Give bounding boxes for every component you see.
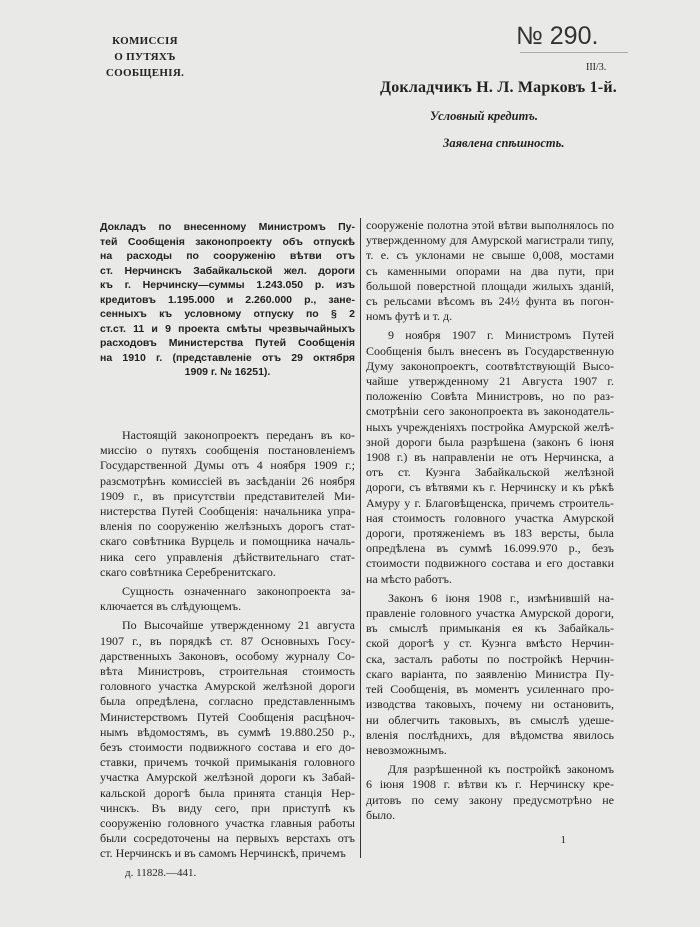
text-line: ставки, причемъ точкой примыканія головного	[100, 755, 355, 770]
urgency-note: Заявлена спѣшность.	[443, 136, 565, 150]
text-line: ст. Нерчинскъ и въ самомъ Нерчинскѣ, причемъ	[100, 846, 346, 861]
text-line: нымъ вѣдомостямъ, въ суммѣ 19.880.250 р.,	[100, 724, 355, 739]
paragraph	[100, 584, 355, 614]
text-line: По Высочайше утвержденному 21 августа	[122, 618, 355, 633]
text-line: Сущность означеннаго законопроекта за-	[122, 584, 355, 599]
text-line: опредѣлена въ суммѣ 16.099.970 р., безъ	[366, 541, 614, 556]
text-line: сооруженіе полотна этой вѣтви выполнялось по	[366, 218, 614, 232]
text-line: изводства таковыхъ, почему ни остановить,	[366, 697, 614, 712]
text-line: тей Сообщенія, въ моментъ усиленнаго про-	[366, 682, 614, 697]
text-line: головного участка Амурской желѣзной дороги	[100, 679, 355, 694]
text-line: невозможнымъ.	[366, 742, 447, 757]
text-line: вленія по сооруженію желѣзныхъ дорогъ стат-	[100, 519, 355, 534]
paragraph	[366, 762, 614, 823]
text-line: Для разрѣшенной къ постройкѣ закономъ	[388, 762, 614, 777]
text-line: положенію Совѣта Министровъ, но по раз-	[366, 389, 614, 404]
text-line: вленія послѣднихъ, для вѣдомства явилось	[366, 727, 614, 742]
text-line: Амуру у г. Благовѣщенска, причемъ строитель-	[366, 495, 614, 510]
text-line: было.	[366, 807, 396, 822]
text-line: въ смыслѣ примыканія ея къ Забайкаль-	[366, 621, 614, 636]
commission-line: СООБЩЕНІЯ.	[105, 67, 185, 79]
text-line: Думу законопроектъ, соотвѣтствующій Высо-	[366, 358, 614, 373]
text-line: 9 ноября 1907 г. Министромъ Путей	[388, 328, 614, 343]
text-line: дороги, съ вѣтвями къ г. Нерчинску и къ рѣкѣ	[366, 480, 614, 495]
paragraph	[100, 428, 355, 580]
text-line: ключается въ слѣдующемъ.	[100, 599, 242, 614]
commission-name	[95, 33, 195, 81]
heading-line: на расходы по сооруженію вѣтви отъ	[100, 250, 355, 262]
credit-type: Условный кредитъ.	[430, 109, 539, 123]
text-line: Настоящій законопроектъ переданъ въ ко-	[122, 428, 355, 442]
text-line: разсмотрѣнъ комиссіей въ засѣданіи 26 ноября	[100, 473, 355, 488]
text-line: 1909 г., въ присутствіи представителей Ми-	[100, 488, 355, 503]
text-line: правленіе головного участка Амурской дороги,	[366, 606, 614, 621]
text-line: безъ стоимости подвижного состава и его до-	[100, 740, 355, 755]
text-line: дороги, протяженіемъ въ 183 версты, была	[366, 526, 614, 541]
text-line: т. е. съ уклонами не свыше 0,008, мостами	[366, 248, 614, 263]
text-line: съ рельсами вѣсомъ въ 24½ фунта въ погон-	[366, 294, 614, 309]
text-line: ской дорогѣ у ст. Куэнга вмѣсто Нерчин-	[366, 636, 614, 651]
text-line: Государственной Думы отъ 4 ноября 1909 г.;	[100, 458, 355, 473]
text-line: чайше утвержденному 21 Августа 1907 г.	[366, 374, 614, 389]
heading-line: тей Сообщенія законопроекту объ отпускѣ	[100, 235, 355, 248]
page-number: 1	[560, 833, 566, 846]
commission-line: О ПУТЯХЪ	[114, 51, 176, 63]
right-column-body	[366, 218, 614, 847]
text-line: ныхъ учрежденіяхъ постройка Амурской желѣ-	[366, 419, 614, 434]
text-line: большой поверстной площади жилыхъ зданій,	[366, 278, 614, 293]
text-line: смотрѣніи сего законопроекта въ законодатель-	[366, 404, 614, 419]
text-line: съ каменными опорами на два пути, при	[366, 263, 614, 278]
text-line: дитовъ по сему закону предусмотрѣно не	[366, 792, 614, 807]
text-line: скаго совѣтника Вурцель и помощника началь-	[100, 534, 355, 549]
heading-line: къ г. Нерчинску—суммы 1.243.050 р. изъ	[100, 279, 355, 291]
paragraph	[366, 591, 614, 758]
text-line: миссію о путяхъ сообщенія постановленіемъ	[100, 443, 355, 458]
print-code: д. 11828.—441.	[125, 866, 197, 879]
text-line: скаго совѣтника Серебренитскаго.	[100, 564, 276, 579]
text-line: 1908 г.) въ направленіи не отъ Нерчинска, а	[366, 450, 614, 465]
heading-line: сенныхъ къ условному отпуску по § 2	[100, 308, 355, 320]
heading-line: расходовъ Министерства Путей Сообщенія	[100, 337, 355, 349]
text-line: Министерствомъ Путей Сообщенія расцѣноч-	[100, 709, 355, 724]
heading-line: кредитовъ 1.195.000 и 2.260.000 р., зане-	[100, 293, 355, 306]
text-line: утвержденному для Амурской магистрали типу,	[366, 233, 614, 248]
text-line: чинскъ. Въ виду сего, при приступѣ къ	[100, 800, 355, 815]
heading-line: ст. Нерчинскъ Забайкальской жел. дороги	[100, 264, 355, 277]
paragraph	[366, 218, 614, 324]
paragraph	[366, 328, 614, 586]
text-line: дарственныхъ Законовъ, особому журналу Со-	[100, 648, 355, 663]
document-number: № 290.	[516, 22, 599, 50]
text-line: нистерства Путей Сообщенія: начальника упра-	[100, 504, 355, 519]
text-line: стоимости подвижного состава и его доставки	[366, 556, 614, 571]
text-line: участка Амурской желѣзной дороги къ Забай-	[100, 770, 355, 785]
text-line: ска, засталъ работы по постройкѣ Нерчин-	[366, 651, 614, 666]
text-line: 1907 г., въ порядкѣ ст. 87 Основныхъ Госу-	[100, 633, 355, 648]
text-line: на мѣсто работъ.	[366, 571, 452, 586]
heading-line: 1909 г. № 16251).	[184, 366, 271, 378]
text-line: сооруженію головного участка главныя работы	[100, 816, 355, 831]
column-divider	[360, 218, 361, 858]
text-line: ная стоимость головного участка Амурской	[366, 510, 614, 525]
left-column-body	[100, 428, 355, 880]
paragraph	[100, 618, 355, 861]
text-line: Законъ 6 іюня 1908 г., измѣнившій на-	[388, 590, 614, 605]
heading-line: ст.ст. 11 и 9 проекта смѣты чрезвычайныхъ	[100, 322, 355, 335]
text-line: скаго варіанта, по заявленію Министра Пу-	[366, 666, 614, 681]
text-line: кальской дорогѣ была принята станція Нер-	[100, 785, 355, 800]
number-underline	[520, 52, 628, 53]
text-line: 6 іюня 1908 г. вѣтви къ г. Нерчинску кре-	[366, 777, 614, 792]
text-line: ника сего управленія дѣйствительнаго стат-	[100, 549, 355, 564]
heading-line: Докладъ по внесенному Министромъ Пу-	[100, 221, 355, 233]
text-line: были сосредоточены на первыхъ верстахъ отъ	[100, 831, 355, 846]
text-line: номъ футѣ и т. д.	[366, 309, 453, 324]
report-heading	[100, 220, 355, 380]
text-line: отъ ст. Куэнга Забайкальской желѣзной	[366, 465, 614, 480]
document-fraction: III/3.	[586, 62, 607, 73]
text-line: зной дороги была разрѣшена (законъ 6 іюня	[366, 434, 614, 449]
heading-line: на 1910 г. (представленіе отъ 29 октября	[100, 351, 355, 364]
text-line: вѣта Министровъ, строительная стоимость	[100, 664, 355, 679]
text-line: ни облегчить таковыхъ, въ смыслѣ удеше-	[366, 712, 614, 727]
reporter-title: Докладчикъ Н. Л. Марковъ 1-й.	[380, 79, 617, 96]
commission-line: КОМИССІЯ	[112, 35, 178, 47]
text-line: была опредѣлена, согласно представленнымъ	[100, 694, 355, 709]
text-line: Сообщенія былъ внесенъ въ Государственную	[366, 343, 614, 358]
